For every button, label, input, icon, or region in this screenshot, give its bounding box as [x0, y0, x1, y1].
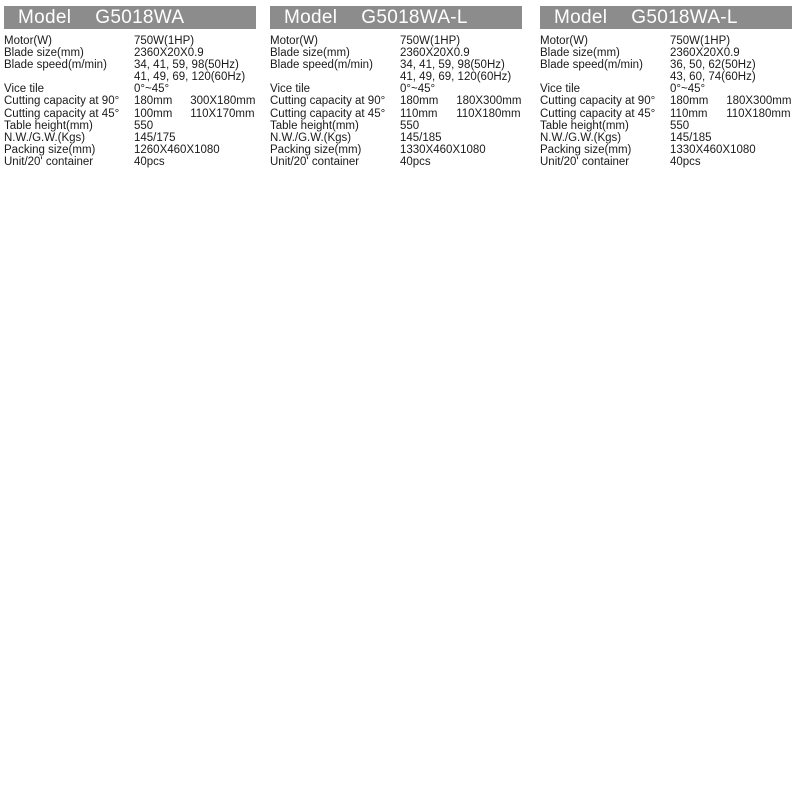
- spec-value: 550: [670, 119, 690, 132]
- spec-value: 0°~45°: [400, 83, 436, 96]
- spec-label: Packing size(mm): [4, 143, 96, 156]
- spec-label: Packing size(mm): [540, 143, 632, 156]
- spec-label: Table height(mm): [270, 119, 359, 132]
- spec-label: Motor(W): [540, 35, 588, 47]
- spec-row-container: [270, 156, 522, 168]
- spec-value-round: 110mm: [400, 107, 438, 120]
- spec-row-motor: [4, 35, 256, 47]
- spec-row-container: [540, 156, 792, 168]
- spec-row-weight: [4, 132, 256, 144]
- spec-row-weight: [270, 132, 522, 144]
- spec-value-round: 180mm: [134, 95, 173, 108]
- spec-list: [270, 35, 522, 168]
- spec-row-blade-size: [540, 47, 792, 59]
- spec-row-vice-tile: [540, 83, 792, 95]
- spec-value-rect: 180X300mm: [726, 95, 792, 108]
- spec-value: 750W(1HP): [134, 35, 195, 47]
- spec-value-rect: 300X180mm: [190, 95, 256, 108]
- spec-label: N.W./G.W.(Kgs): [4, 131, 86, 144]
- spec-value-60hz: 43, 60, 74(60Hz): [670, 71, 756, 84]
- spec-value: 145/185: [400, 131, 442, 144]
- spec-value: 40pcs: [134, 155, 165, 168]
- spec-label: Vice tile: [540, 83, 581, 96]
- spec-value: [670, 108, 792, 120]
- spec-label: Cutting capacity at 45°: [4, 107, 120, 120]
- spec-value-60hz: 41, 49, 69, 120(60Hz): [400, 71, 512, 84]
- spec-value: 1330X460X1080: [400, 143, 486, 156]
- spec-row-motor: [540, 35, 792, 47]
- spec-row-packing-size: [540, 144, 792, 156]
- spec-label: Blade speed(m/min): [4, 59, 107, 72]
- spec-value-50hz: 34, 41, 59, 98(50Hz): [134, 59, 239, 72]
- spec-label: Cutting capacity at 90°: [4, 95, 120, 108]
- spec-value: 0°~45°: [670, 83, 706, 96]
- spec-value: [400, 108, 522, 120]
- spec-value: [400, 59, 522, 83]
- spec-label: N.W./G.W.(Kgs): [270, 131, 352, 144]
- spec-label: Cutting capacity at 90°: [540, 95, 656, 108]
- model-header: [540, 6, 792, 29]
- model-header: [4, 6, 256, 29]
- spec-value: 145/185: [670, 131, 712, 144]
- spec-value: 1260X460X1080: [134, 143, 220, 156]
- spec-value: 145/175: [134, 131, 176, 144]
- spec-value: 2360X20X0.9: [400, 47, 470, 60]
- spec-row-table-height: [270, 120, 522, 132]
- spec-value-round: 100mm: [134, 107, 173, 120]
- spec-label: Blade speed(m/min): [270, 59, 373, 72]
- spec-row-vice-tile: [270, 83, 522, 95]
- spec-value: 1330X460X1080: [670, 143, 756, 156]
- spec-value-50hz: 34, 41, 59, 98(50Hz): [400, 59, 505, 72]
- spec-row-cutting-45: [540, 108, 792, 120]
- spec-row-blade-speed: [4, 59, 256, 83]
- spec-value: 40pcs: [400, 155, 431, 168]
- spec-value: 40pcs: [670, 155, 701, 168]
- spec-row-vice-tile: [4, 83, 256, 95]
- spec-value-round: 110mm: [670, 107, 708, 120]
- model-code: G5018WA-L: [631, 6, 738, 28]
- spec-value: [134, 108, 256, 120]
- spec-value: [670, 95, 792, 107]
- spec-row-cutting-45: [270, 108, 522, 120]
- spec-value: 0°~45°: [134, 83, 170, 96]
- spec-value-round: 180mm: [400, 95, 439, 108]
- spec-row-weight: [540, 132, 792, 144]
- spec-value: 550: [400, 119, 420, 132]
- spec-label: Unit/20' container: [270, 155, 360, 168]
- spec-label: Blade speed(m/min): [540, 59, 643, 72]
- spec-value-50hz: 36, 50, 62(50Hz): [670, 59, 756, 72]
- spec-label: Blade size(mm): [270, 47, 350, 60]
- spec-label: Vice tile: [270, 83, 311, 96]
- spec-row-blade-size: [270, 47, 522, 59]
- spec-row-table-height: [4, 120, 256, 132]
- model-label: Model: [284, 6, 338, 28]
- spec-value: 2360X20X0.9: [134, 47, 204, 60]
- spec-label: Cutting capacity at 45°: [270, 107, 386, 120]
- spec-row-packing-size: [270, 144, 522, 156]
- spec-row-table-height: [540, 120, 792, 132]
- spec-panel-g5018wa-l: [270, 6, 522, 168]
- spec-row-blade-size: [4, 47, 256, 59]
- model-code: G5018WA-L: [361, 6, 468, 28]
- spec-label: Table height(mm): [540, 119, 629, 132]
- spec-label: N.W./G.W.(Kgs): [540, 131, 622, 144]
- spec-value: [670, 59, 792, 83]
- spec-row-cutting-90: [270, 95, 522, 107]
- spec-value-rect: 110X180mm: [726, 107, 791, 120]
- spec-value-round: 180mm: [670, 95, 709, 108]
- spec-value: [134, 95, 256, 107]
- spec-value: [134, 59, 256, 83]
- spec-value-rect: 110X180mm: [456, 107, 521, 120]
- spec-list: [4, 35, 256, 168]
- spec-list: [540, 35, 792, 168]
- spec-row-cutting-90: [540, 95, 792, 107]
- spec-label: Packing size(mm): [270, 143, 362, 156]
- spec-value: 550: [134, 119, 154, 132]
- spec-label: Motor(W): [4, 35, 52, 47]
- spec-label: Motor(W): [270, 35, 318, 47]
- spec-value: 750W(1HP): [670, 35, 731, 47]
- spec-label: Blade size(mm): [540, 47, 620, 60]
- spec-panel-g5018wa-l-alt: [540, 6, 792, 168]
- spec-row-packing-size: [4, 144, 256, 156]
- spec-value-rect: 180X300mm: [456, 95, 522, 108]
- spec-value: [400, 95, 522, 107]
- spec-label: Table height(mm): [4, 119, 93, 132]
- spec-value-60hz: 41, 49, 69, 120(60Hz): [134, 71, 246, 84]
- spec-label: Unit/20' container: [540, 155, 630, 168]
- spec-label: Cutting capacity at 90°: [270, 95, 386, 108]
- model-label: Model: [18, 6, 72, 28]
- spec-panel-g5018wa: [4, 6, 256, 168]
- spec-row-container: [4, 156, 256, 168]
- spec-row-cutting-90: [4, 95, 256, 107]
- spec-row-blade-speed: [270, 59, 522, 83]
- spec-row-blade-speed: [540, 59, 792, 83]
- spec-value: 2360X20X0.9: [670, 47, 740, 60]
- spec-label: Unit/20' container: [4, 155, 94, 168]
- model-label: Model: [554, 6, 608, 28]
- spec-label: Cutting capacity at 45°: [540, 107, 656, 120]
- spec-label: Vice tile: [4, 83, 45, 96]
- spec-value: 750W(1HP): [400, 35, 461, 47]
- spec-label: Blade size(mm): [4, 47, 84, 60]
- model-code: G5018WA: [95, 6, 185, 28]
- spec-value-rect: 110X170mm: [190, 107, 255, 120]
- spec-row-motor: [270, 35, 522, 47]
- spec-row-cutting-45: [4, 108, 256, 120]
- model-header: [270, 6, 522, 29]
